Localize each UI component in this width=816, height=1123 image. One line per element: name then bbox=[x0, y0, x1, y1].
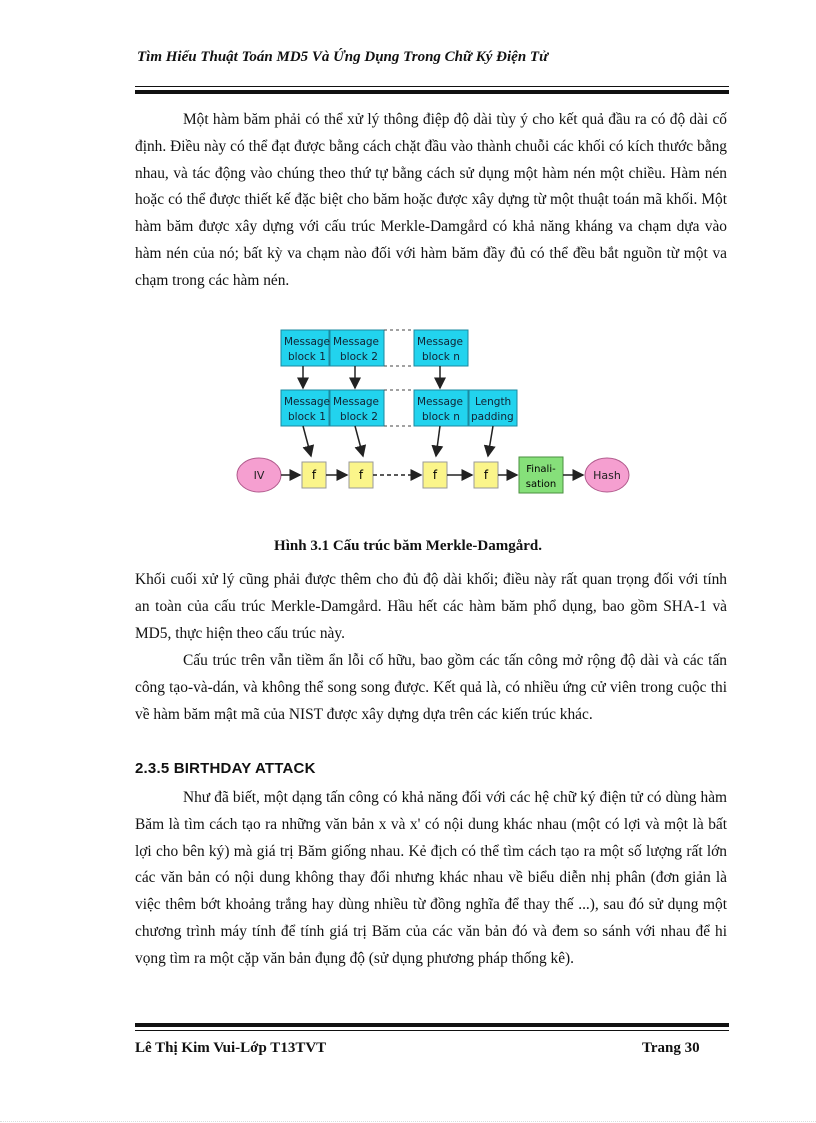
svg-text:f: f bbox=[311, 468, 317, 482]
f-box-n bbox=[423, 462, 447, 488]
svg-text:f: f bbox=[432, 468, 438, 482]
svg-text:f: f bbox=[358, 468, 364, 482]
mid-block-n bbox=[414, 390, 468, 426]
svg-text:Length: Length bbox=[475, 396, 512, 408]
svg-text:sation: sation bbox=[525, 479, 557, 490]
f-box-2 bbox=[349, 462, 373, 488]
svg-text:Message: Message bbox=[333, 396, 380, 408]
page-header-title: Tìm Hiểu Thuật Toán MD5 Và Ứng Dụng Trong Chữ Ký Điện Tử bbox=[137, 49, 549, 65]
arrow-mid-f-n bbox=[436, 426, 440, 456]
arrow-mid-f-2 bbox=[355, 426, 363, 456]
mid-block-2 bbox=[330, 390, 384, 426]
top-block-2 bbox=[330, 330, 384, 366]
finalisation-box bbox=[519, 457, 563, 493]
top-block-n bbox=[414, 330, 468, 366]
page-bottom-edge bbox=[0, 1121, 816, 1122]
footer-rule-thick bbox=[135, 1023, 729, 1027]
merkle-damgard-diagram bbox=[234, 322, 634, 500]
svg-text:block 2: block 2 bbox=[340, 351, 378, 363]
svg-text:block 1: block 1 bbox=[288, 411, 326, 423]
mid-block-1 bbox=[281, 390, 330, 426]
footer-rule-thin bbox=[135, 1030, 729, 1031]
length-padding-block bbox=[469, 390, 517, 426]
svg-text:Finali-: Finali- bbox=[526, 464, 556, 475]
svg-text:Message: Message bbox=[284, 396, 331, 408]
svg-text:Message: Message bbox=[417, 396, 464, 408]
svg-text:block n: block n bbox=[422, 351, 460, 363]
svg-text:block n: block n bbox=[422, 411, 460, 423]
paragraph-structure-flaws: Cấu trúc trên vẫn tiềm ẩn lỗi cố hữu, bao gồm các tấn công mở rộng độ dài và các tấn công tạo-và-dán, và không thể song song được. Kết quả là, có nhiều ứng cử viên trong cuộc thi về hàm băm mật mã của NIST được xây dựng dựa trên các kiến trúc khác. bbox=[135, 652, 727, 723]
top-block-1 bbox=[281, 330, 330, 366]
svg-text:Message: Message bbox=[333, 336, 380, 348]
arrow-mid-f-1 bbox=[303, 426, 311, 456]
header-rule-thin bbox=[135, 86, 729, 87]
footer-page-number: Trang 30 bbox=[642, 1040, 700, 1056]
svg-text:f: f bbox=[483, 468, 489, 482]
figure-caption: Hình 3.1 Cấu trúc băm Merkle-Damgård. bbox=[274, 538, 542, 554]
f-box-1 bbox=[302, 462, 326, 488]
svg-text:block 2: block 2 bbox=[340, 411, 378, 423]
header-rule-thick bbox=[135, 90, 729, 94]
arrow-mid-f-padding bbox=[488, 426, 493, 456]
svg-text:padding: padding bbox=[471, 411, 514, 423]
svg-text:block 1: block 1 bbox=[288, 351, 326, 363]
svg-text:Hash: Hash bbox=[593, 469, 621, 482]
footer-author: Lê Thị Kim Vui-Lớp T13TVT bbox=[135, 1040, 327, 1056]
hash-node bbox=[585, 458, 629, 492]
section-heading-birthday-attack: 2.3.5 BIRTHDAY ATTACK bbox=[135, 760, 316, 777]
paragraph-final-block: Khối cuối xử lý cũng phải được thêm cho đủ độ dài khối; điều này rất quan trọng đối với tính an toàn của cấu trúc Merkle-Damgård. Hầu hết các hàm băm phổ dụng, bao gồm SHA-1 và MD5, thực hiện theo cấu trúc này. bbox=[135, 571, 727, 642]
svg-text:Message: Message bbox=[417, 336, 464, 348]
svg-text:Message: Message bbox=[284, 336, 331, 348]
iv-node bbox=[237, 458, 281, 492]
f-box-padding bbox=[474, 462, 498, 488]
paragraph-hash-intro: Một hàm băm phải có thể xử lý thông điệp độ dài tùy ý cho kết quả đầu ra có độ dài cố định. Điều này có thể đạt được bằng cách chặt đầu vào thành chuỗi các khối có kích thước bằng nhau, và tác động vào chúng theo thứ tự bằng cách sử dụng một hàm nén một chiều. Hàm nén hoặc có thể được thiết kế đặc biệt cho băm hoặc được xây dựng từ một thuật toán mã khối. Một hàm băm được xây dựng với cấu trúc Merkle-Damgård có khả năng kháng va chạm dựa vào hàm nén của nó; bất kỳ va chạm nào đối với hàm băm đầy đủ có thể đều bắt nguồn từ một va chạm trong các hàm nén. bbox=[135, 111, 727, 289]
paragraph-birthday-attack: Như đã biết, một dạng tấn công có khả năng đối với các hệ chữ ký điện tử có dùng hàm Băm là tìm cách tạo ra những văn bản x và x' có nội dung khác nhau (một có lợi và một là bất lợi cho bên ký) mà giá trị Băm giống nhau. Kẻ địch có thể tìm cách tạo ra một số lượng rất lớn các văn bản có nội dung không thay đổi nhưng khác nhau về biểu diễn nhị phân (đơn giản là việc thêm bớt khoảng trắng hay dùng nhiều từ đồng nghĩa để thay thế ...), sau đó sử dụng một chương trình máy tính để tính giá trị Băm của các văn bản đó và đem so sánh với nhau để hi vọng tìm ra một cặp văn bản đụng độ (sử dụng phương pháp thống kê). bbox=[135, 789, 727, 967]
svg-text:IV: IV bbox=[253, 469, 265, 482]
